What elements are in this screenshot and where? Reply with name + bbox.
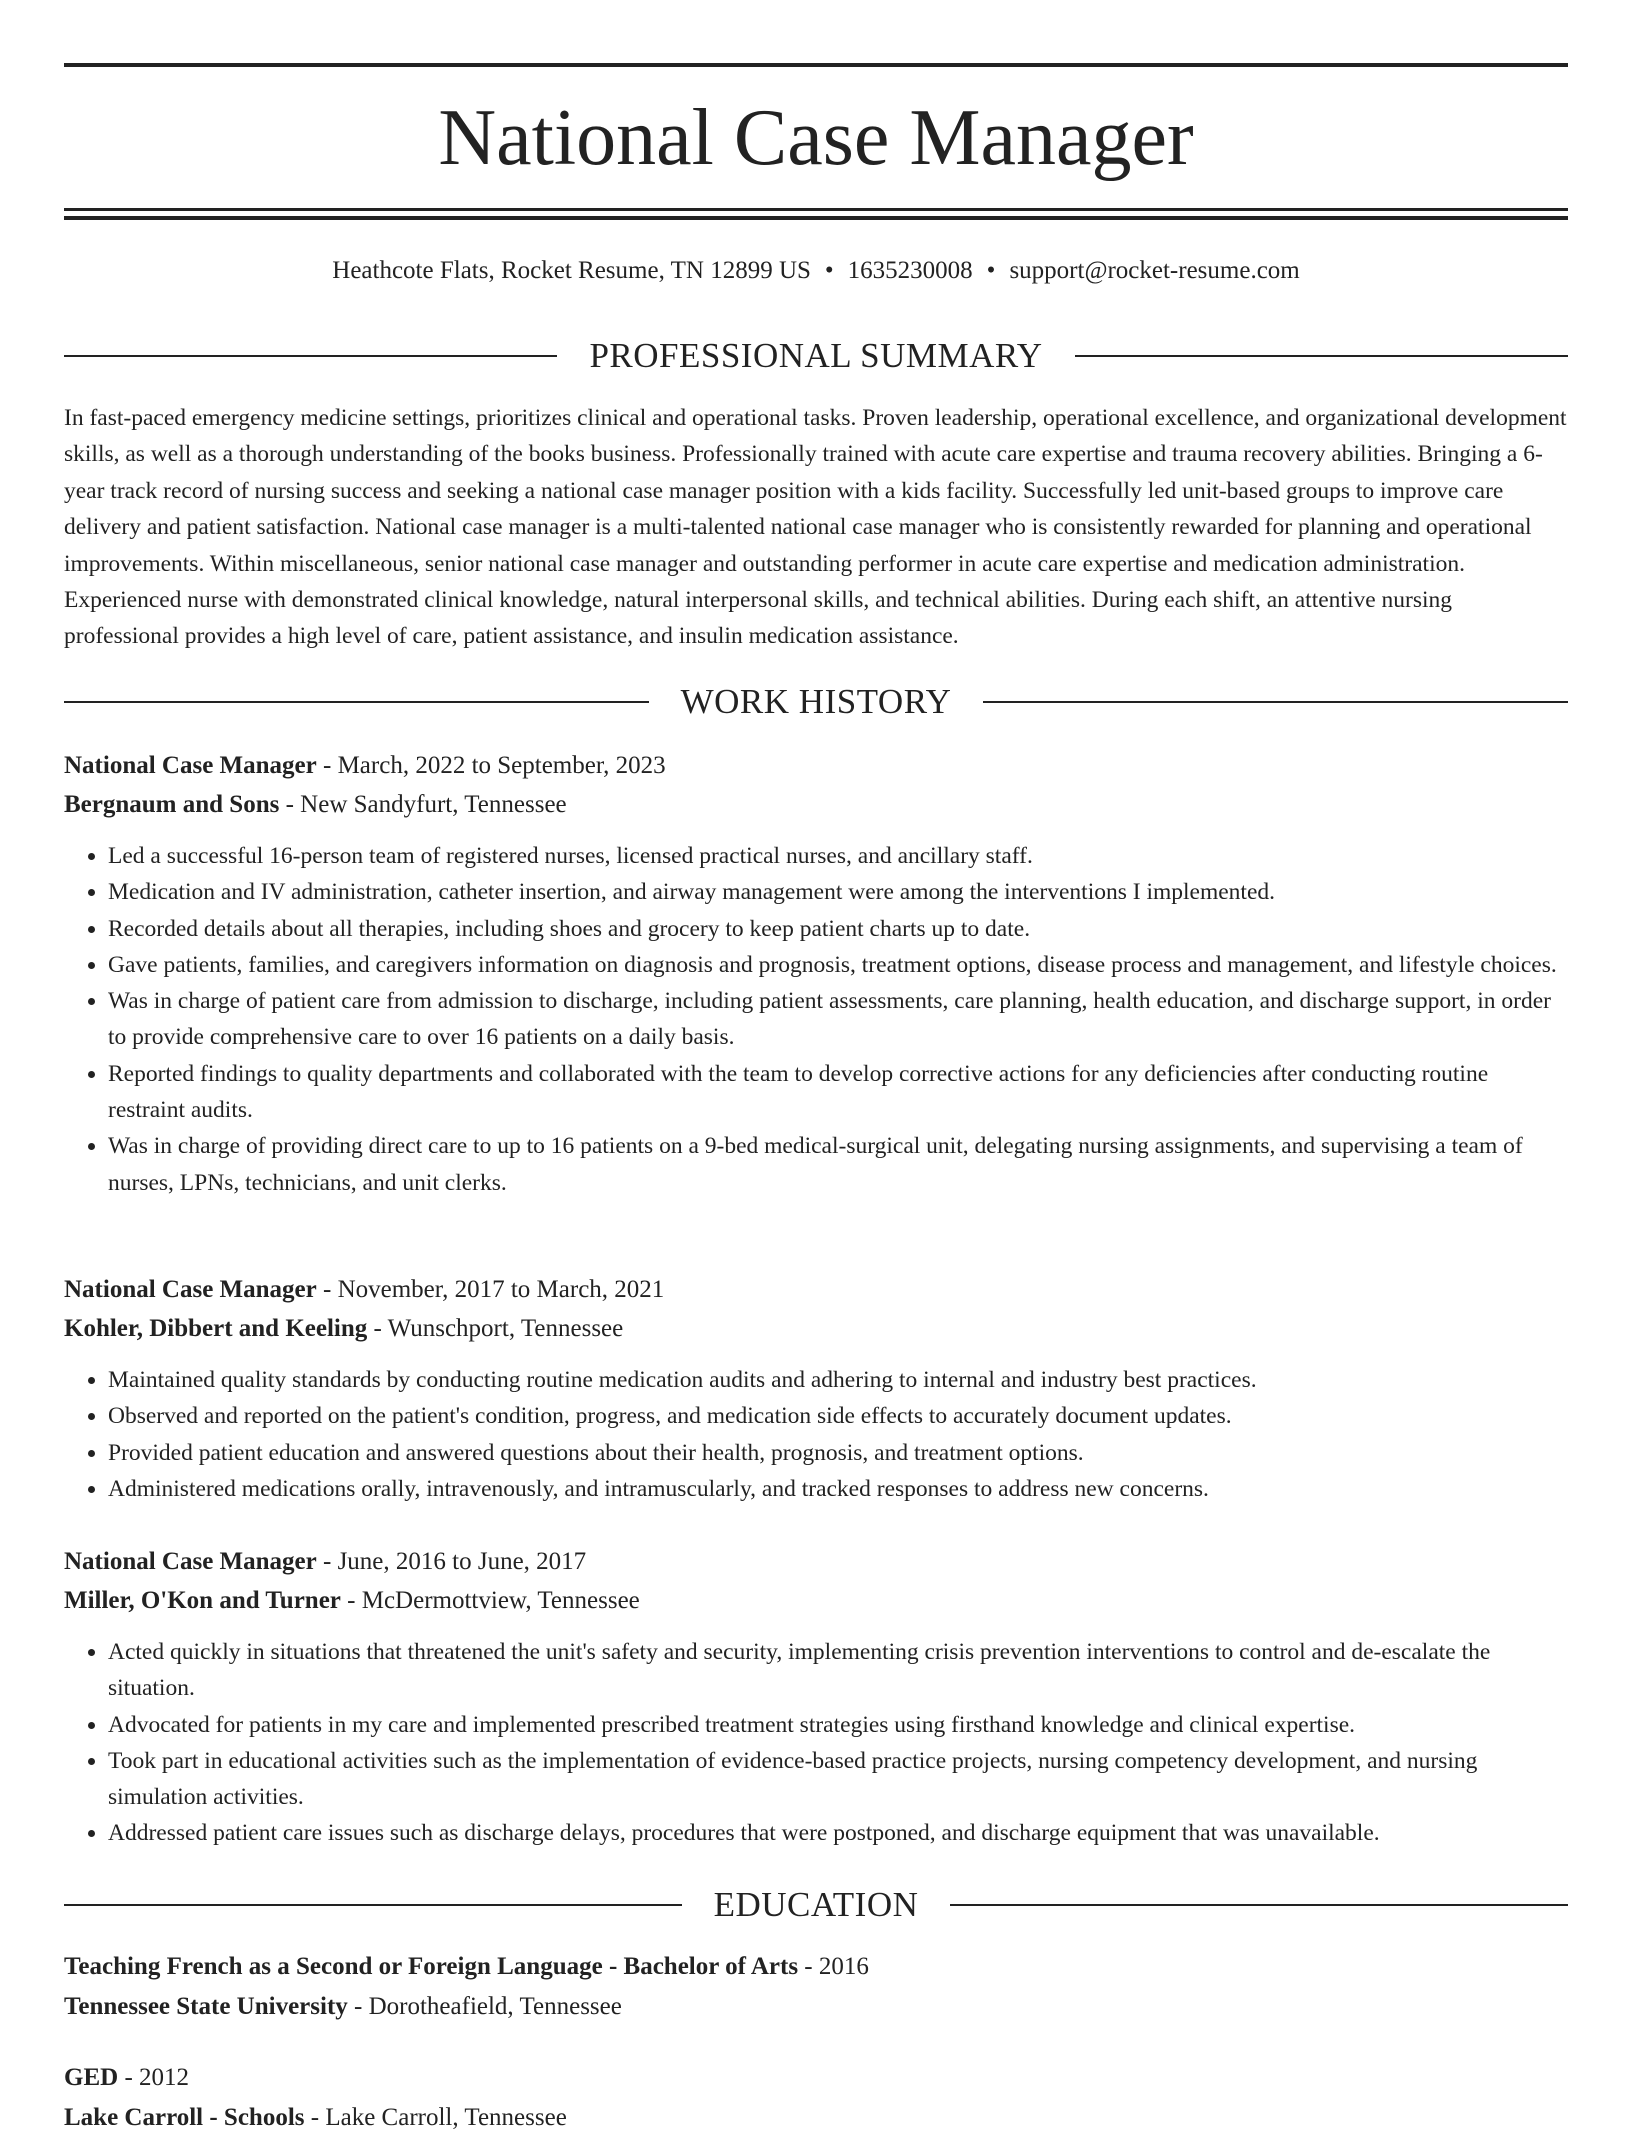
job-bullet: • Gave patients, families, and caregivers information on diagnosis and prognosis, treatment options, disease process and management, and lifestyle choices. [108, 947, 1568, 983]
heading-rule-right [950, 1904, 1568, 1906]
summary-heading: PROFESSIONAL SUMMARY [589, 336, 1043, 375]
work-history-section-heading [64, 680, 1568, 724]
job-company-line [64, 786, 1568, 825]
education-year: - 2016 [798, 1953, 869, 1980]
job-title: National Case Manager [64, 752, 317, 779]
education-entry [64, 2058, 1568, 2138]
summary-paragraph: In fast-paced emergency medicine settings, prioritizes clinical and operational tasks. Proven leadership, operational excellence, and organizational development skills, as well as a thorough understanding of the books business. Professionally trained with acute care expertise and trauma recovery abilities. Bringing a 6-year track record of nursing success and seeking a national case manager position with a kids facility. Successfully led unit-based groups to improve care delivery and patient satisfaction. National case manager is a multi-talented national case manager who is consistently rewarded for planning and operational improvements. Within miscellaneous, senior national case manager and outstanding performer in acute care expertise and medication administration. Experienced nurse with demonstrated clinical knowledge, natural interpersonal skills, and technical abilities. During each shift, an attentive nursing professional provides a high level of care, patient assistance, and insulin medication assistance. [64, 405, 1567, 650]
summary-section-heading [64, 334, 1568, 378]
heading-rule-left [64, 1904, 682, 1906]
job-title-line [64, 1543, 1568, 1582]
job-bullet: • Was in charge of patient care from admission to discharge, including patient assessments, care planning, health education, and discharge support, in order to provide comprehensive care to over 16 patients on a daily basis. [108, 983, 1568, 1056]
education-entry [64, 1947, 1568, 2027]
contact-separator: • [824, 257, 834, 284]
job-bullet: • Administered medications orally, intravenously, and intramuscularly, and tracked responses to address new concerns. [108, 1471, 1568, 1507]
job-dates: - November, 2017 to March, 2021 [316, 1276, 665, 1303]
education-school: Tennessee State University [64, 1993, 348, 2020]
education-year: - 2012 [118, 2064, 190, 2091]
heading-rule-right [1075, 355, 1568, 357]
job-bullet-list [64, 1634, 1568, 1852]
education-degree: Teaching French as a Second or Foreign Language - Bachelor of Arts [64, 1953, 799, 1980]
contact-phone: 1635230008 [847, 257, 973, 284]
contact-email: support@rocket-resume.com [1009, 257, 1300, 284]
job-company: Bergnaum and Sons [64, 790, 280, 818]
education-heading: EDUCATION [713, 1885, 919, 1924]
contact-separator: • [986, 257, 996, 284]
job-bullet: • Recorded details about all therapies, including shoes and grocery to keep patient charts up to date. [108, 911, 1568, 947]
education-section-heading [64, 1883, 1568, 1927]
job-location: - McDermottview, Tennessee [340, 1586, 640, 1614]
job-location: - Wunschport, Tennessee [367, 1314, 624, 1342]
education-location: - Dorotheafield, Tennessee [347, 1993, 622, 2020]
job-bullet: • Led a successful 16-person team of registered nurses, licensed practical nurses, and ancillary staff. [108, 838, 1568, 874]
heading-rule-right [983, 701, 1568, 703]
education-degree-line [64, 1947, 1568, 1987]
heading-rule-left [64, 701, 649, 703]
job-bullet: • Observed and reported on the patient's condition, progress, and medication side effects to accurately document updates. [108, 1398, 1568, 1434]
job-entry [64, 1543, 1568, 1852]
job-bullet: • Medication and IV administration, catheter insertion, and airway management were among the interventions I implemented. [108, 874, 1568, 910]
contact-address: Heathcote Flats, Rocket Resume, TN 12899 US [332, 257, 811, 284]
education-school-line [64, 2098, 1568, 2138]
job-title-line [64, 1271, 1568, 1310]
title-double-rule-upper [64, 208, 1568, 211]
heading-rule-left [64, 355, 557, 357]
job-title: National Case Manager [64, 1548, 317, 1575]
education-degree: GED [64, 2064, 119, 2091]
page-title: National Case Manager [438, 94, 1194, 182]
education-school: Lake Carroll - Schools [64, 2104, 305, 2131]
job-title-line [64, 747, 1568, 786]
job-location: - New Sandyfurt, Tennessee [279, 790, 567, 818]
job-entry [64, 1271, 1568, 1507]
title-double-rule-lower [64, 216, 1568, 220]
job-bullet: • Acted quickly in situations that threatened the unit's safety and security, implementing crisis prevention interventions to control and de-escalate the situation. [108, 1634, 1568, 1707]
contact-line [64, 254, 1568, 288]
job-company: Kohler, Dibbert and Keeling [64, 1314, 368, 1342]
job-bullet: • Advocated for patients in my care and implemented prescribed treatment strategies using firsthand knowledge and clinical expertise. [108, 1707, 1568, 1743]
job-bullet: • Maintained quality standards by conducting routine medication audits and adhering to internal and industry best practices. [108, 1362, 1568, 1398]
job-company: Miller, O'Kon and Turner [64, 1586, 341, 1614]
job-bullet: • Addressed patient care issues such as discharge delays, procedures that were postponed, and discharge equipment that was unavailable. [108, 1815, 1568, 1851]
job-company-line [64, 1582, 1568, 1621]
job-company-line [64, 1310, 1568, 1349]
job-entry [64, 747, 1568, 1201]
job-bullet: • Was in charge of providing direct care to up to 16 patients on a 9-bed medical-surgical unit, delegating nursing assignments, and supervising a team of nurses, LPNs, technicians, and unit clerks. [108, 1128, 1568, 1201]
job-bullet-list [64, 838, 1568, 1201]
job-dates: - June, 2016 to June, 2017 [316, 1548, 587, 1575]
job-dates: - March, 2022 to September, 2023 [316, 752, 666, 779]
education-location: - Lake Carroll, Tennessee [304, 2104, 567, 2131]
job-bullet: • Took part in educational activities such as the implementation of evidence-based practice projects, nursing competency development, and nursing simulation activities. [108, 1743, 1568, 1816]
job-bullet-list [64, 1362, 1568, 1507]
education-school-line [64, 1987, 1568, 2027]
work-history-heading: WORK HISTORY [680, 682, 952, 721]
top-rule [64, 63, 1568, 67]
job-bullet: • Provided patient education and answered questions about their health, prognosis, and treatment options. [108, 1435, 1568, 1471]
job-title: National Case Manager [64, 1276, 317, 1303]
education-degree-line [64, 2058, 1568, 2098]
job-bullet: • Reported findings to quality departments and collaborated with the team to develop corrective actions for any deficiencies after conducting routine restraint audits. [108, 1056, 1568, 1129]
